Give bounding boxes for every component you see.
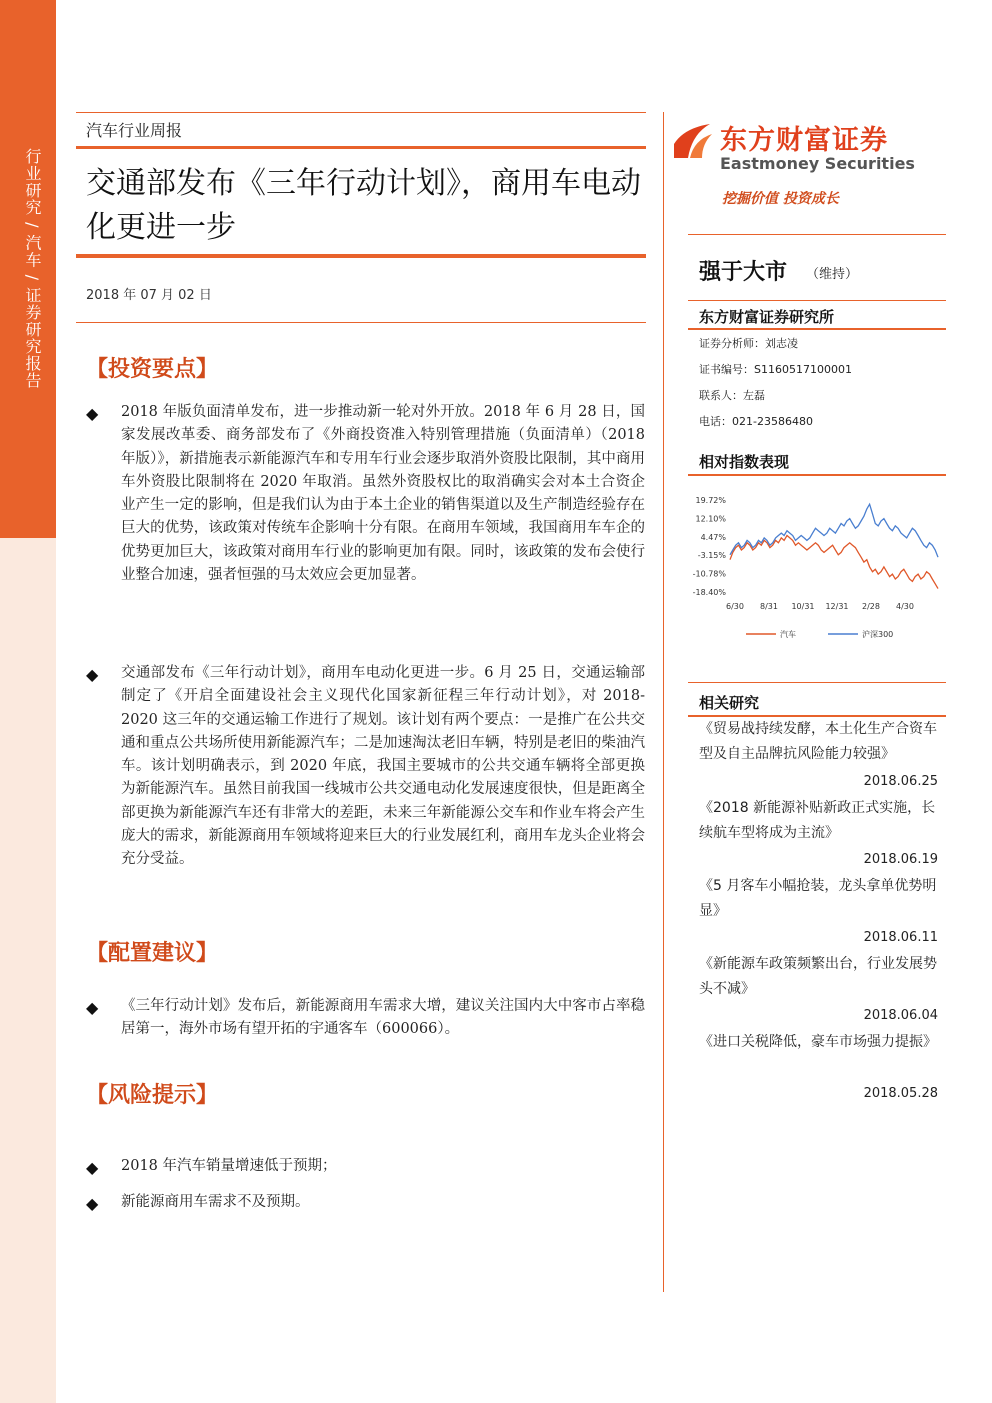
- bullet-text: 2018 年版负面清单发布，进一步推动新一轮对外开放。2018 年 6 月 28 日，国家发展改革委、商务部发布了《外商投资准入特别管理措施（负面清单）（2018 年版）》，新措施表示新能源汽车和专用车行业会逐步取消外资股比限制，其中商用车外资股比限制将在 2020 年取消。虽然外资股权比的取消确实会对本土合资企业产生一定的影响，但是我们认为由于本土企业的销售渠道以及生产制造经验存在巨大的优势，该政策对传统车企影响十分有限。在商用车领域，我国商用车车企的优势更加巨大，该政策对商用车行业的影响更加有限。同时，该政策的发布会使行业整合加速，强者恒强的马太效应会更加显著。: [121, 404, 645, 584]
- institute-name: 东方财富证券研究所: [699, 308, 835, 326]
- related-item-date: 2018.06.19: [863, 852, 938, 867]
- related-item-date: 2018.06.04: [863, 1008, 938, 1023]
- header-rule: [76, 146, 646, 149]
- x-tick-label: 2/28: [862, 602, 880, 611]
- bullet-diamond-icon: ◆: [86, 1158, 99, 1177]
- chart-rule: [688, 474, 946, 476]
- related-item-date: 2018.05.28: [863, 1086, 938, 1101]
- related-item-date: 2018.06.11: [863, 930, 938, 945]
- rating-rule: [688, 300, 946, 301]
- series-line: [730, 504, 938, 557]
- section-heading-risk: 【风险提示】: [86, 1082, 219, 1108]
- bullet-diamond-icon: ◆: [86, 998, 99, 1017]
- rating-label: 强于大市: [699, 260, 788, 285]
- report-type: 汽车行业周报: [86, 121, 183, 140]
- date-rule: [76, 322, 646, 323]
- sidebar-label: 行业研究 / 汽车 / 证券研究报告: [23, 148, 42, 390]
- relative-index-chart: [688, 486, 946, 646]
- y-tick-label: 4.47%: [700, 532, 726, 542]
- brand-slogan: 挖掘价值 投资成长: [722, 191, 839, 207]
- bullet-text: 新能源商用车需求不及预期。: [121, 1194, 310, 1210]
- chart-bottom-rule: [688, 682, 946, 683]
- x-tick-label: 12/31: [825, 602, 849, 611]
- rating-top-rule: [688, 234, 946, 235]
- section-heading-allocation: 【配置建议】: [86, 940, 219, 966]
- eastmoney-logo-icon: [670, 118, 716, 164]
- analyst-name: 证券分析师：刘志凌: [699, 337, 798, 350]
- report-title: 交通部发布《三年行动计划》，商用车电动化更进一步: [86, 166, 641, 245]
- y-tick-label: -18.40%: [692, 588, 726, 597]
- institute-rule: [688, 328, 946, 330]
- report-date: 2018 年 07 月 02 日: [86, 288, 212, 303]
- legend-label: 汽车: [780, 630, 796, 639]
- header-top-rule: [76, 112, 646, 113]
- related-item-title[interactable]: 《5 月客车小幅抢装，龙头拿单优势明显》: [699, 878, 937, 919]
- x-tick-label: 6/30: [726, 602, 744, 611]
- y-tick-label: -3.15%: [697, 551, 726, 561]
- related-item-title[interactable]: 《2018 新能源补贴新政正式实施，长续航车型将成为主流》: [699, 800, 936, 841]
- legend-label: 沪深300: [862, 630, 894, 639]
- bullet-text: 2018 年汽车销量增速低于预期；: [121, 1158, 337, 1174]
- bullet-diamond-icon: ◆: [86, 404, 99, 423]
- y-tick-label: 12.10%: [695, 514, 726, 524]
- related-item-title[interactable]: 《新能源车政策频繁出台，行业发展势头不减》: [699, 956, 937, 997]
- bullet-text: 交通部发布《三年行动计划》，商用车电动化更进一步。6 月 25 日，交通运输部制定了《开启全面建设社会主义现代化国家新征程三年行动计划》，对 2018-2020 这三年的交通运输工作进行了规划。该计划有两个要点：一是推广在公共交通和重点公共场所使用新能源汽车；二是加速淘汰老旧车辆，特别是老旧的柴油汽车。该计划明确表示，到 2020 年底，我国主要城市的公共交通车辆将全部更换为新能源汽车。虽然目前我国一线城市公共交通电动化发展速度很快，但是距离全部更换为新能源汽车还有非常大的差距，未来三年新能源公交车和作业车将会产生庞大的需求，新能源商用车领域将迎来巨大的行业发展红利，商用车龙头企业将会充分受益。: [121, 665, 645, 868]
- section-heading-investment: 【投资要点】: [86, 356, 219, 382]
- related-item-date: 2018.06.25: [863, 774, 938, 789]
- phone-number: 电话：021-23586480: [699, 415, 813, 428]
- brand-name-en: Eastmoney Securities: [720, 154, 915, 173]
- chart-heading: 相对指数表现: [699, 453, 790, 471]
- title-rule: [76, 254, 646, 258]
- related-heading: 相关研究: [699, 694, 760, 712]
- related-item-title[interactable]: 《进口关税降低，豪车市场强力提振》: [699, 1034, 937, 1050]
- bullet-diamond-icon: ◆: [86, 1194, 99, 1213]
- brand-name-cn: 东方财富证券: [720, 125, 888, 156]
- column-divider: [663, 112, 664, 1292]
- rating-sub: （维持）: [806, 267, 859, 282]
- y-tick-label: 19.72%: [695, 496, 726, 505]
- related-item-title[interactable]: 《贸易战持续发酵，本土化生产合资车型及自主品牌抗风险能力较强》: [699, 721, 937, 762]
- x-tick-label: 10/31: [791, 602, 815, 611]
- x-tick-label: 4/30: [896, 602, 914, 611]
- cert-number: 证书编号：S1160517100001: [699, 363, 852, 376]
- y-tick-label: -10.78%: [692, 569, 726, 579]
- contact-name: 联系人：左磊: [699, 389, 765, 402]
- bullet-diamond-icon: ◆: [86, 665, 99, 684]
- bullet-text: 《三年行动计划》发布后，新能源商用车需求大增，建议关注国内大中客市占率稳居第一，海外市场有望开拓的宇通客车（600066）。: [121, 998, 645, 1038]
- x-tick-label: 8/31: [760, 602, 778, 611]
